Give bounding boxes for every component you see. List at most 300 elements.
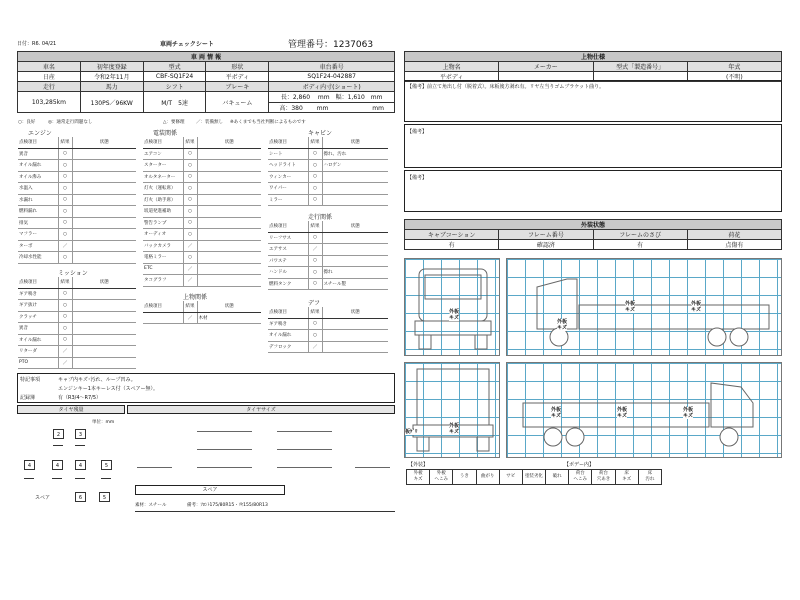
exterior-title: 外装状態 [405, 220, 782, 230]
special-label: 特記事項 [20, 377, 41, 383]
tire-dash-2 [75, 445, 85, 446]
check-name: ヘッドライト [268, 160, 308, 172]
mission-title [18, 268, 136, 277]
legend-row [407, 470, 662, 485]
exterior-state [404, 219, 782, 250]
upper-h-model: 型式「製造番号」 [593, 62, 687, 72]
upper-h-year: 年式 [687, 62, 781, 72]
check-name: ギア鳴き [18, 288, 58, 300]
running-title-text: 走行関係 [308, 214, 333, 221]
check-result: ／ [183, 275, 197, 287]
legend-normal: ◎：通常走行問題なし [48, 120, 93, 125]
tire-spare-2: 5 [99, 492, 110, 502]
legend-none: ／：装備無し [196, 120, 223, 125]
tire-dash-3 [24, 478, 34, 479]
upper-note-3-text: 【備考】 [407, 175, 428, 181]
tire-spare-label: スペア [35, 495, 51, 501]
check-name: オイル漏れ [18, 160, 58, 172]
check-state [72, 229, 136, 241]
upper-spec [404, 51, 782, 82]
management-number: 管理番号：1237063 [288, 40, 374, 50]
check-row [268, 171, 388, 183]
tire-size-lines [127, 417, 395, 487]
tire-spare-size-label: スペア [202, 487, 218, 493]
mis-h-item: 点検項目 [18, 277, 58, 288]
vi-h-mileage: 走行 [18, 82, 81, 92]
check-result: ○ [58, 252, 72, 264]
check-name: ETC [143, 263, 183, 275]
check-name: ターボ [18, 240, 58, 252]
check-state [72, 252, 136, 264]
check-result: ○ [58, 183, 72, 195]
check-result: ○ [58, 300, 72, 312]
check-state [72, 311, 136, 323]
check-result: ／ [183, 240, 197, 252]
check-state [72, 194, 136, 206]
check-row [18, 206, 136, 218]
record-label: 記録簿 [20, 395, 36, 401]
cabin-title-text: キャビン [308, 130, 333, 137]
check-result: ○ [308, 171, 322, 183]
tire-remark-line [135, 511, 395, 512]
electrical-rows [143, 148, 261, 286]
check-result: ○ [183, 194, 197, 206]
el-h-state: 状態 [197, 137, 261, 148]
tire-remain-header [17, 405, 125, 414]
check-result: ○ [308, 232, 322, 244]
check-row [143, 183, 261, 195]
vehicle-info-title: 車 両 情 報 [18, 52, 395, 62]
check-name: オイル滲み [18, 171, 58, 183]
check-name: ウィンカー [268, 171, 308, 183]
legend-outer-label: 【外装】 [408, 462, 429, 468]
check-result: ○ [183, 183, 197, 195]
vi-h-name: 車名 [18, 62, 81, 72]
size-line-1 [197, 431, 252, 432]
check-result: ／ [308, 244, 322, 256]
check-row [18, 171, 136, 183]
mission-table [18, 277, 136, 369]
legend-item: サビ [499, 470, 522, 485]
vi-mileage: 103,285km [18, 92, 81, 113]
cab-h-item: 点検項目 [268, 137, 308, 148]
diff-h-item: 点検項目 [268, 307, 308, 318]
check-row [143, 312, 261, 324]
cabin-rows [268, 148, 388, 206]
check-result: ○ [308, 255, 322, 267]
check-name: ワイパー [268, 183, 308, 195]
body-rel-section [143, 292, 261, 324]
tire-remark: 備考：ﾌﾛﾝﾄ175/80R15・ﾘﾔ155/80R13 [187, 503, 268, 508]
tire-rear-right-outer: 5 [101, 460, 112, 470]
check-name: エアサス [268, 244, 308, 256]
diff-table [268, 307, 388, 353]
check-state: 擦れ [322, 267, 388, 279]
sheet-title: 車両チェックシート [160, 41, 214, 48]
check-state: ハロゲン [322, 160, 388, 172]
check-state [322, 341, 388, 353]
check-state [72, 206, 136, 218]
check-name: PTO [18, 357, 58, 369]
check-row [268, 183, 388, 195]
check-result: ○ [183, 148, 197, 160]
upper-note-1-text: 【備考】前立て角出し付（脱着式）。床板後方剥れ有。リヤ左当りゴムブラケット曲り。 [407, 84, 605, 90]
running-rows [268, 232, 388, 290]
tire-dash-1 [53, 445, 63, 446]
body-rel-title [143, 292, 261, 301]
check-row [143, 240, 261, 252]
exterior-table [404, 219, 782, 250]
upper-note-3 [404, 170, 782, 212]
check-result: ○ [183, 171, 197, 183]
cabin-table [268, 137, 388, 206]
damage-tag-side2-a: 外板 キズ [551, 407, 562, 419]
check-result: ／ [58, 240, 72, 252]
size-line-3 [197, 449, 252, 450]
check-name: ミラー [268, 194, 308, 206]
tire-dash-4 [52, 478, 62, 479]
check-name: エアコン [143, 148, 183, 160]
body-rel-title-text: 上物関係 [183, 294, 208, 301]
check-state [197, 252, 261, 264]
check-row [18, 334, 136, 346]
br-h-result: 結果 [183, 301, 197, 312]
check-result: ○ [308, 148, 322, 160]
legend-item: うき [453, 470, 476, 485]
check-row [268, 330, 388, 342]
body-rel-table [143, 301, 261, 324]
legend-item: 外板 キズ [407, 470, 430, 485]
upper-note-2-text: 【備考】 [407, 129, 428, 135]
vi-h-dims: ボディ内寸(ショート) [269, 82, 395, 92]
check-result: ○ [308, 160, 322, 172]
check-row [143, 263, 261, 275]
check-name: 異音 [18, 323, 58, 335]
check-state [197, 240, 261, 252]
check-name: タコグラフ [143, 275, 183, 287]
check-result: ○ [58, 229, 72, 241]
check-name: オイル漏れ [18, 334, 58, 346]
check-state [197, 229, 261, 241]
check-name: ギア鳴き [268, 318, 308, 330]
check-state [197, 275, 261, 287]
upper-h-maker: メーカー [499, 62, 593, 72]
check-row [143, 206, 261, 218]
vi-shape: 平ボディ [206, 72, 269, 82]
check-row [18, 160, 136, 172]
check-name: 電格ミラー [143, 252, 183, 264]
engine-section [18, 128, 136, 264]
size-line-5 [137, 467, 172, 468]
upper-spec-table [404, 51, 782, 82]
legend-item: 荷台 へこみ [569, 470, 592, 485]
cab-h-result: 結果 [308, 137, 322, 148]
legend-item: 荷台 穴あき [592, 470, 615, 485]
tire-dash-6 [101, 478, 111, 479]
electrical-section [143, 128, 261, 287]
cabin-title [268, 128, 388, 137]
check-row [18, 183, 136, 195]
truck-side-1-outline [507, 259, 783, 357]
remarks-box [17, 373, 395, 403]
vi-h-power: 馬力 [80, 82, 143, 92]
check-name: バックカメラ [143, 240, 183, 252]
mission-section [18, 268, 136, 369]
check-result: ○ [308, 183, 322, 195]
check-state [197, 217, 261, 229]
check-state: 擦れ、汚れ [322, 148, 388, 160]
tire-rear-left-outer: 4 [24, 460, 35, 470]
check-state [197, 263, 261, 275]
check-row [143, 252, 261, 264]
ext-h-caution: キャブコーション [405, 230, 499, 240]
check-row [268, 244, 388, 256]
check-name: オーディオ [143, 229, 183, 241]
check-state [197, 160, 261, 172]
size-line-4 [277, 449, 332, 450]
truck-rear-outline [405, 363, 501, 459]
check-result: ○ [58, 311, 72, 323]
running-table [268, 221, 388, 290]
check-state [322, 255, 388, 267]
check-row [268, 267, 388, 279]
check-state [72, 240, 136, 252]
vehicle-info-table [17, 51, 395, 113]
damage-tag-side1-c: 外板 キズ [691, 301, 702, 313]
damage-tag-bumper: 板ｹﾞﾘ [405, 429, 418, 435]
vi-brake: バキューム [206, 92, 269, 113]
electrical-title [143, 128, 261, 137]
check-result: ○ [183, 217, 197, 229]
check-result: ○ [308, 278, 322, 290]
tire-front-left: 2 [53, 429, 64, 439]
check-name: リターダ [18, 346, 58, 358]
cabin-section [268, 128, 388, 206]
upper-note-1 [404, 80, 782, 122]
check-result: ○ [308, 194, 322, 206]
check-name: 冷却水性能 [18, 252, 58, 264]
vi-shift: M/T 5速 [143, 92, 206, 113]
truck-side-2-outline [507, 363, 783, 459]
check-row [143, 148, 261, 160]
vi-h-first-reg: 初年度登録 [80, 62, 143, 72]
eng-h-item: 点検項目 [18, 137, 58, 148]
tire-material: 素材：スチール [135, 503, 167, 508]
el-h-result: 結果 [183, 137, 197, 148]
check-result: ○ [58, 217, 72, 229]
check-result: ○ [183, 229, 197, 241]
special-line-2: エンジンキー1本キーレス付（スペアー無）。 [58, 386, 159, 392]
check-state [322, 232, 388, 244]
vi-h-brake: ブレーキ [206, 82, 269, 92]
check-state [72, 183, 136, 195]
check-state [197, 183, 261, 195]
size-line-7 [277, 467, 332, 468]
check-name: 水漏れ [18, 194, 58, 206]
check-name: 灯火（運転席） [143, 183, 183, 195]
legend-body-label: 【ボデー内】 [564, 462, 595, 468]
legend-item: 床 汚れ [638, 470, 661, 485]
diagram-front [404, 258, 500, 356]
tire-front-right: 3 [75, 429, 86, 439]
check-row [18, 217, 136, 229]
body-rel-rows [143, 312, 261, 324]
check-row [18, 323, 136, 335]
size-line-6 [197, 467, 252, 468]
tire-spare-size-box [135, 485, 285, 495]
check-result: ／ [58, 357, 72, 369]
check-row [18, 148, 136, 160]
check-name [143, 312, 183, 324]
check-name: 排気 [18, 217, 58, 229]
check-row [268, 255, 388, 267]
check-name: オイル漏れ [268, 330, 308, 342]
diff-h-state: 状態 [322, 307, 388, 318]
mis-h-result: 結果 [58, 277, 72, 288]
diff-h-result: 結果 [308, 307, 322, 318]
check-row [143, 229, 261, 241]
tire-size-title: タイヤサイズ [246, 407, 276, 413]
run-h-item: 点検項目 [268, 221, 308, 232]
check-result: ／ [183, 263, 197, 275]
vehicle-info-grid [17, 51, 395, 113]
damage-tag-side1-a: 外板 キズ [557, 319, 568, 331]
check-state [72, 300, 136, 312]
check-name: オルタネーター [143, 171, 183, 183]
mission-rows [18, 288, 136, 369]
check-state [197, 171, 261, 183]
legend-item: 床 キズ [615, 470, 638, 485]
check-row [18, 252, 136, 264]
check-result: ○ [58, 160, 72, 172]
check-state [322, 171, 388, 183]
engine-table [18, 137, 136, 264]
upper-year: (不明) [687, 72, 781, 82]
check-state [197, 194, 261, 206]
check-result: ○ [58, 171, 72, 183]
check-state [72, 334, 136, 346]
check-row [268, 160, 388, 172]
tire-unit: 単位：mm [92, 420, 115, 425]
check-row [268, 232, 388, 244]
check-state [322, 183, 388, 195]
check-row [143, 275, 261, 287]
vi-model: CBF-SQ1F24 [143, 72, 206, 82]
diff-rows [268, 318, 388, 353]
check-state [72, 171, 136, 183]
vi-dims-2: 高：380 mm mm [269, 102, 395, 113]
electrical-table [143, 137, 261, 287]
tire-dash-5 [75, 478, 85, 479]
tire-spare-1: 6 [75, 492, 86, 502]
check-row [268, 318, 388, 330]
legend-note: ※あくまでも当社判断によるものです [230, 120, 306, 125]
engine-title [18, 128, 136, 137]
electrical-title-text: 電装関係 [153, 130, 178, 137]
check-result: ○ [58, 288, 72, 300]
check-state [72, 288, 136, 300]
check-name: シート [268, 148, 308, 160]
check-row [18, 311, 136, 323]
tire-remain-title: タイヤ残量 [58, 407, 84, 413]
check-name: パワステ [268, 255, 308, 267]
engine-rows [18, 148, 136, 263]
legend-good: ○：良好 [18, 120, 36, 125]
damage-tag-side2-c: 外板 キズ [683, 407, 694, 419]
ext-frame-rust: 有 [593, 240, 687, 250]
check-name: 燃料タンク [268, 278, 308, 290]
check-result: ○ [58, 206, 72, 218]
eng-h-state: 状態 [72, 137, 136, 148]
check-name: クラッチ [18, 311, 58, 323]
check-state: 木材 [197, 312, 261, 324]
damage-tag-front-bottom: 外板 キズ [449, 423, 460, 435]
vi-h-shift: シフト [143, 82, 206, 92]
check-result: ○ [58, 323, 72, 335]
record-value: 有（R3/4〜R7/5） [58, 395, 102, 401]
check-name: 灯火（助手席） [143, 194, 183, 206]
diff-title-text: デフ [308, 300, 321, 307]
check-result: ○ [308, 267, 322, 279]
check-result: ／ [308, 341, 322, 353]
check-result: ○ [308, 330, 322, 342]
diff-title [268, 298, 388, 307]
size-line-8 [355, 467, 390, 468]
check-row [18, 194, 136, 206]
check-name: リーフサス [268, 232, 308, 244]
engine-title-text: エンジン [28, 130, 52, 137]
check-state [72, 346, 136, 358]
ext-frame-no: 確認済 [499, 240, 593, 250]
ext-caution: 有 [405, 240, 499, 250]
check-name: スターター [143, 160, 183, 172]
diff-section [268, 298, 388, 353]
check-state [322, 194, 388, 206]
check-row [268, 278, 388, 290]
upper-note-2 [404, 124, 782, 168]
vi-name: 日産 [18, 72, 81, 82]
check-row [18, 288, 136, 300]
check-row [143, 171, 261, 183]
damage-tag-front-top: 外板 キズ [449, 309, 460, 321]
check-state [197, 148, 261, 160]
check-result: ○ [183, 252, 197, 264]
upper-title: 上物仕様 [405, 52, 782, 62]
running-title [268, 212, 388, 221]
check-name: 水温入 [18, 183, 58, 195]
vi-chassis: SQ1F24-042887 [269, 72, 395, 82]
tire-rear-left-inner: 4 [52, 460, 63, 470]
ext-h-bed: 荷花 [687, 230, 781, 240]
check-state [72, 323, 136, 335]
check-state [72, 357, 136, 369]
check-state [322, 244, 388, 256]
legend-item: 外板 へこみ [430, 470, 453, 485]
check-name: 燃料漏れ [18, 206, 58, 218]
tire-area [17, 405, 395, 517]
ext-h-frame-rust: フレームのさび [593, 230, 687, 240]
check-row [143, 194, 261, 206]
diagram-side-2 [506, 362, 782, 458]
issue-date: 日付：R6. 04/21 [17, 41, 57, 47]
check-name: ギア抜け [18, 300, 58, 312]
cab-h-state: 状態 [322, 137, 388, 148]
check-state [322, 318, 388, 330]
diagram-rear [404, 362, 500, 458]
legend-item: 破れ [546, 470, 569, 485]
check-row [18, 357, 136, 369]
check-result: ○ [183, 206, 197, 218]
